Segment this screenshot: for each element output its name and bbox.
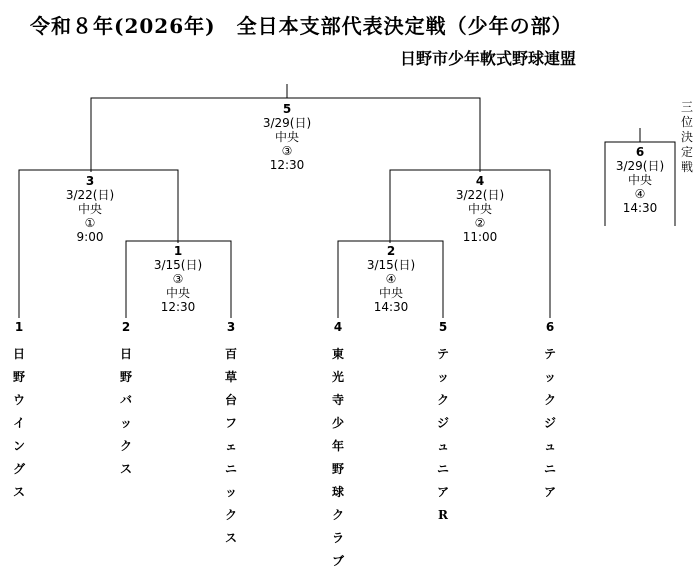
match-venue: 中央 xyxy=(467,202,492,216)
match-field: ③ xyxy=(281,144,293,158)
match-time: 11:00 xyxy=(462,230,498,244)
team-name-1 xyxy=(9,343,29,504)
match-field: ④ xyxy=(634,187,646,201)
team-name-4 xyxy=(328,343,348,573)
match-time: 14:30 xyxy=(373,300,409,314)
team-name-char: ュ xyxy=(436,439,449,453)
third-place-char: 定 xyxy=(680,145,693,159)
league-name: 日野市少年軟式野球連盟 xyxy=(400,49,577,68)
match-number: 5 xyxy=(282,102,292,116)
team-number: 1 xyxy=(14,320,24,334)
match-date: 3/29(日) xyxy=(262,116,312,130)
match-time: 14:30 xyxy=(622,201,658,215)
team-name-char: テ xyxy=(436,347,449,361)
match-date: 3/15(日) xyxy=(153,258,203,272)
match-date: 3/15(日) xyxy=(366,258,416,272)
match-venue: ④ xyxy=(385,272,397,286)
third-place-char: 戦 xyxy=(680,160,693,174)
team-name-char: 野 xyxy=(12,370,25,384)
match-date: 3/22(日) xyxy=(455,188,505,202)
match-field: 中央 xyxy=(165,286,190,300)
team-name-char: 日 xyxy=(12,347,25,361)
third-place-char: 三 xyxy=(680,100,693,114)
team-name-2 xyxy=(116,343,136,481)
team-name-char: ュ xyxy=(543,439,556,453)
match-time: 12:30 xyxy=(269,158,305,172)
match-date: 3/29(日) xyxy=(615,159,665,173)
team-name-char: ジ xyxy=(436,416,449,430)
team-name-char: テ xyxy=(543,347,556,361)
team-name-char: ブ xyxy=(331,554,344,568)
match-time: 9:00 xyxy=(76,230,104,244)
team-number: 6 xyxy=(545,320,555,334)
team-name-char: 草 xyxy=(224,370,237,384)
match-date: 3/22(日) xyxy=(65,188,115,202)
team-number: 5 xyxy=(438,320,448,334)
team-name-char: R xyxy=(438,508,448,522)
match-2-info xyxy=(346,244,436,314)
team-name-char: グ xyxy=(12,462,25,476)
match-venue: 中央 xyxy=(77,202,102,216)
match-field: 中央 xyxy=(378,286,403,300)
third-place-label xyxy=(680,100,694,175)
match-5-info xyxy=(242,102,332,172)
match-number: 3 xyxy=(85,174,95,188)
team-name-char: 光 xyxy=(331,370,344,384)
team-name-char: ニ xyxy=(436,462,449,476)
team-number: 2 xyxy=(121,320,131,334)
team-name-char: ク xyxy=(543,393,556,407)
team-name-char: ッ xyxy=(119,416,132,430)
match-6-info xyxy=(595,145,685,215)
team-name-char: バ xyxy=(119,393,132,407)
team-name-char: ッ xyxy=(543,370,556,384)
team-name-char: ス xyxy=(119,462,132,476)
team-name-char: 少 xyxy=(331,416,344,430)
match-1-info xyxy=(133,244,223,314)
team-name-char: ニ xyxy=(224,462,237,476)
team-name-char: 球 xyxy=(331,485,344,499)
team-name-char: ジ xyxy=(543,416,556,430)
match-number: 1 xyxy=(173,244,183,258)
match-number: 2 xyxy=(386,244,396,258)
third-place-char: 決 xyxy=(680,130,693,144)
team-name-char: イ xyxy=(12,416,25,430)
team-name-char: ン xyxy=(12,439,25,453)
team-name-char: 野 xyxy=(119,370,132,384)
team-name-3 xyxy=(221,343,241,550)
team-name-char: ウ xyxy=(12,393,25,407)
match-number: 4 xyxy=(475,174,485,188)
team-name-char: 百 xyxy=(224,347,237,361)
team-name-char: 年 xyxy=(331,439,344,453)
match-field: ① xyxy=(84,216,96,230)
team-name-char: ス xyxy=(12,485,25,499)
team-name-char: ェ xyxy=(224,439,237,453)
team-name-char: ス xyxy=(224,531,237,545)
match-time: 12:30 xyxy=(160,300,196,314)
team-name-char: ク xyxy=(436,393,449,407)
team-number: 3 xyxy=(226,320,236,334)
team-name-char: ク xyxy=(331,508,344,522)
match-venue: ③ xyxy=(172,272,184,286)
team-name-char: 東 xyxy=(331,347,344,361)
team-name-char: 野 xyxy=(331,462,344,476)
match-3-info xyxy=(45,174,135,244)
team-name-char: ラ xyxy=(331,531,344,545)
team-name-char: 台 xyxy=(224,393,237,407)
team-name-char: ア xyxy=(543,485,556,499)
team-name-char: ク xyxy=(119,439,132,453)
page-title: 令和８年(2026年) 全日本支部代表決定戦（少年の部） xyxy=(30,14,573,38)
match-number: 6 xyxy=(635,145,645,159)
team-name-char: ッ xyxy=(436,370,449,384)
team-name-char: ッ xyxy=(224,485,237,499)
team-name-char: 寺 xyxy=(331,393,344,407)
match-field: ② xyxy=(474,216,486,230)
team-name-char: ニ xyxy=(543,462,556,476)
team-name-char: ア xyxy=(436,485,449,499)
team-name-char: 日 xyxy=(119,347,132,361)
team-name-5 xyxy=(433,343,453,527)
team-name-char: フ xyxy=(224,416,237,430)
team-name-char: ク xyxy=(224,508,237,522)
match-4-info xyxy=(435,174,525,244)
match-venue: 中央 xyxy=(274,130,299,144)
match-venue: 中央 xyxy=(627,173,652,187)
team-number: 4 xyxy=(333,320,343,334)
team-name-6 xyxy=(540,343,560,504)
third-place-char: 位 xyxy=(680,115,693,129)
